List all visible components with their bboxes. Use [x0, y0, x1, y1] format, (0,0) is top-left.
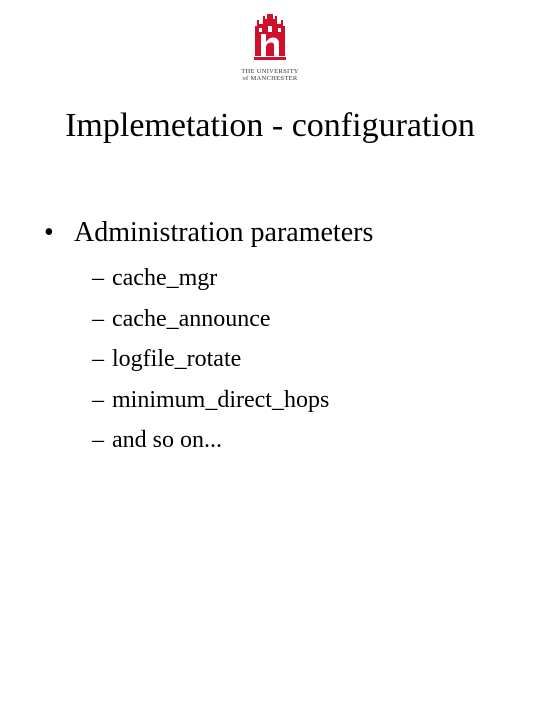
bullet-marker: • — [44, 217, 54, 248]
slide-title: Implemetation - configuration — [65, 107, 475, 144]
list-item-text: logfile_rotate — [112, 346, 242, 372]
dash-marker: – — [92, 305, 104, 332]
main-bullet — [44, 214, 373, 252]
list-item — [92, 420, 329, 461]
list-item — [92, 339, 329, 380]
logo-line-1: THE UNIVERSITY — [241, 68, 299, 75]
list-item — [92, 299, 329, 340]
university-logo — [236, 14, 304, 82]
logo-line-2: of MANCHESTER — [242, 75, 298, 82]
sub-bullet-list — [92, 258, 329, 461]
list-item — [92, 380, 329, 421]
list-item-text: and so on... — [112, 427, 222, 453]
dash-marker: – — [92, 346, 104, 372]
university-crest-icon — [254, 14, 286, 66]
dash-marker: – — [92, 386, 104, 413]
list-item-text: cache_mgr — [112, 265, 218, 291]
list-item-text: minimum_direct_hops — [112, 386, 330, 413]
main-bullet-text: Administration parameters — [74, 217, 374, 248]
list-item-text: cache_announce — [112, 305, 271, 332]
dash-marker: – — [92, 265, 104, 291]
list-item — [92, 258, 329, 299]
dash-marker: – — [92, 427, 104, 453]
